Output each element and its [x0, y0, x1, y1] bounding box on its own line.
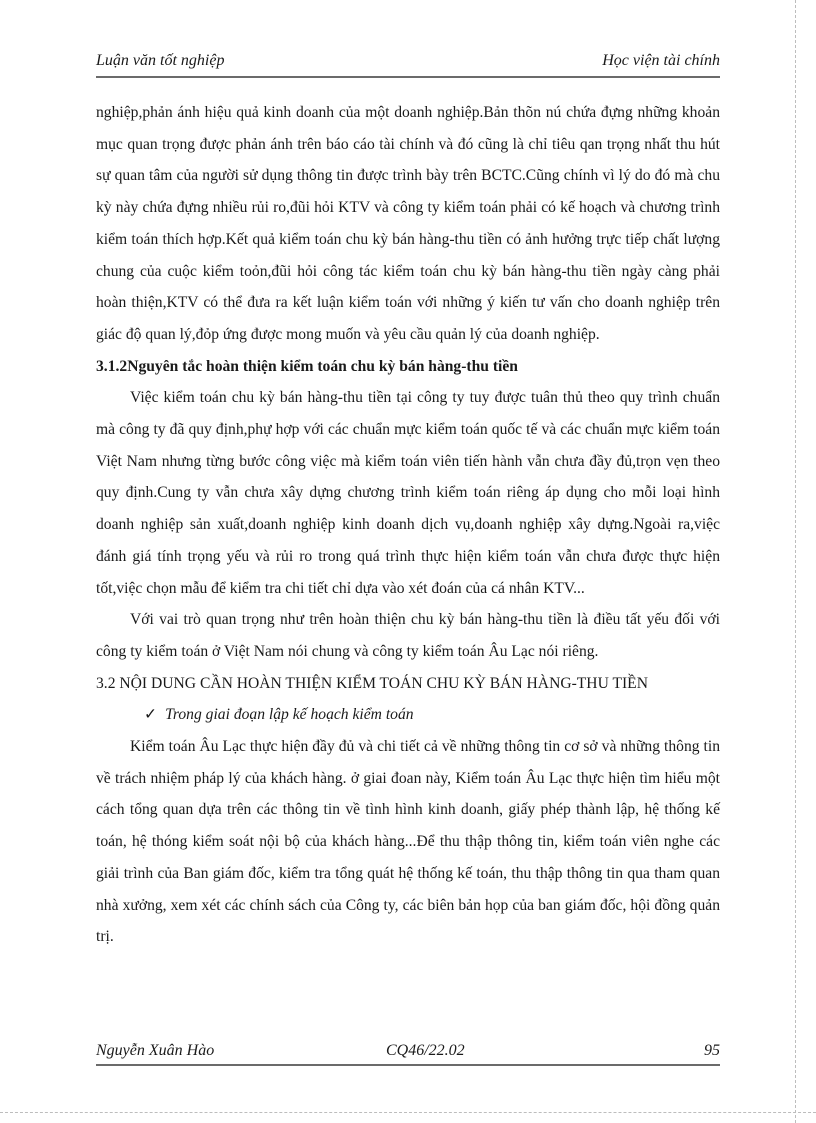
page-footer — [96, 1040, 720, 1066]
checkmark-icon: ✓ — [144, 706, 158, 724]
paragraph-role: Với vai trò quan trọng như trên hoàn thiện chu kỳ bán hàng-thu tiền là điều tất yếu đối với công ty kiểm toán ở Việt Nam nói chung và công ty kiểm toán Âu Lạc nói riêng. — [96, 611, 720, 660]
paragraph-principles: Việc kiểm toán chu kỳ bán hàng-thu tiền tại công ty tuy được tuân thủ theo quy trình chuẩn mà công ty đã quy định,phự hợp với các chuẩn mực kiểm toán quốc tế và các chuẩn mực kiểm toán Việt Nam nhưng từng bước công việc mà kiểm toán viên tiến hành vẫn chưa đầy đủ,trọn vẹn theo quy định.Cung ty vẫn chưa xây dựng chương trình kiểm toán riêng áp dụng cho mỗi loại hình doanh nghiệp sản xuất,doanh nghiệp kinh doanh dịch vụ,doanh nghiệp xây dựng.Ngoài ra,việc đánh giá tính trọng yếu và rủi ro trong quá trình thực hiện kiểm toán vẫn chưa được thực hiện tốt,việc chọn mẫu để kiểm tra chi tiết chỉ dựa vào xét đoán của cá nhân KTV... — [96, 389, 720, 597]
checklist-item — [96, 699, 720, 731]
page-edge-vertical-divider — [795, 0, 796, 1123]
section-heading-3-2: 3.2 NỘI DUNG CẦN HOÀN THIỆN KIỂM TOÁN CHU KỲ BÁN HÀNG-THU TIỀN — [96, 674, 648, 692]
header-academy-label: Học viện tài chính — [602, 52, 720, 69]
paragraph-planning: Kiểm toán Âu Lạc thực hiện đầy đủ và chi tiết cả về những thông tin cơ sở và những thông tin về trách nhiệm pháp lý của khách hàng. ở giai đoan này, Kiểm toán Âu Lạc thực hiện tìm hiểu một cách tổng quan dựa trên các thông tin về tình hình kinh doanh, giấy phép thành lập, hệ thống kế toán, hệ thóng kiểm soát nội bộ của khách hàng...Để thu thập thông tin, kiểm toán viên nghe các giải trình của Ban giám đốc, kiểm tra tổng quát hệ thống kế toán, thu thập thông tin qua tham quan nhà xưởng, xem xét các chính sách của Công ty, các biên bản họp của ban giám đốc, hội đồng quản trị. — [96, 738, 720, 946]
page-edge-horizontal-divider — [0, 1112, 816, 1113]
checklist-item-label: Trong giai đoạn lập kế hoạch kiểm toán — [165, 706, 414, 724]
footer-class-code: CQ46/22.02 — [386, 1042, 465, 1059]
page-header — [96, 50, 720, 78]
document-body — [96, 97, 720, 953]
section-heading-3-1-2: 3.1.2Nguyên tắc hoàn thiện kiểm toán chu kỳ bán hàng-thu tiền — [96, 357, 518, 375]
paragraph-intro: nghiệp,phản ánh hiệu quả kinh doanh của một doanh nghiệp.Bản thõn nú chứa đựng những khoản mục quan trọng được phản ánh trên báo cáo tài chính và đó cũng là chỉ tiêu qan trọng nhất thu hút sự quan tâm của người sử dụng thông tin được trình bày trên BCTC.Cũng chính vì lý do đó mà chu kỳ này chứa đựng nhiều rủi ro,đũi hỏi KTV và công ty kiểm toán phải có kế hoạch và chương trình kiểm toán thích hợp.Kết quả kiểm toán chu kỳ bán hàng-thu tiền có ảnh hưởng trực tiếp chất lượng chung của cuộc kiểm toỏn,đũi hỏi công tác kiểm toán chu kỳ bán hàng-thu tiền ngày càng phải hoàn thiện,KTV có thể đưa ra kết luận kiểm toán với những ý kiến tư vấn cho doanh nghiệp trên giác độ quan lý,đỏp ứng được mong muốn và yêu cầu quản lý của doanh nghiệp. — [96, 104, 720, 343]
header-thesis-label: Luận văn tốt nghiệp — [96, 52, 225, 69]
footer-author: Nguyễn Xuân Hào — [96, 1042, 215, 1059]
footer-page-number: 95 — [704, 1042, 720, 1059]
